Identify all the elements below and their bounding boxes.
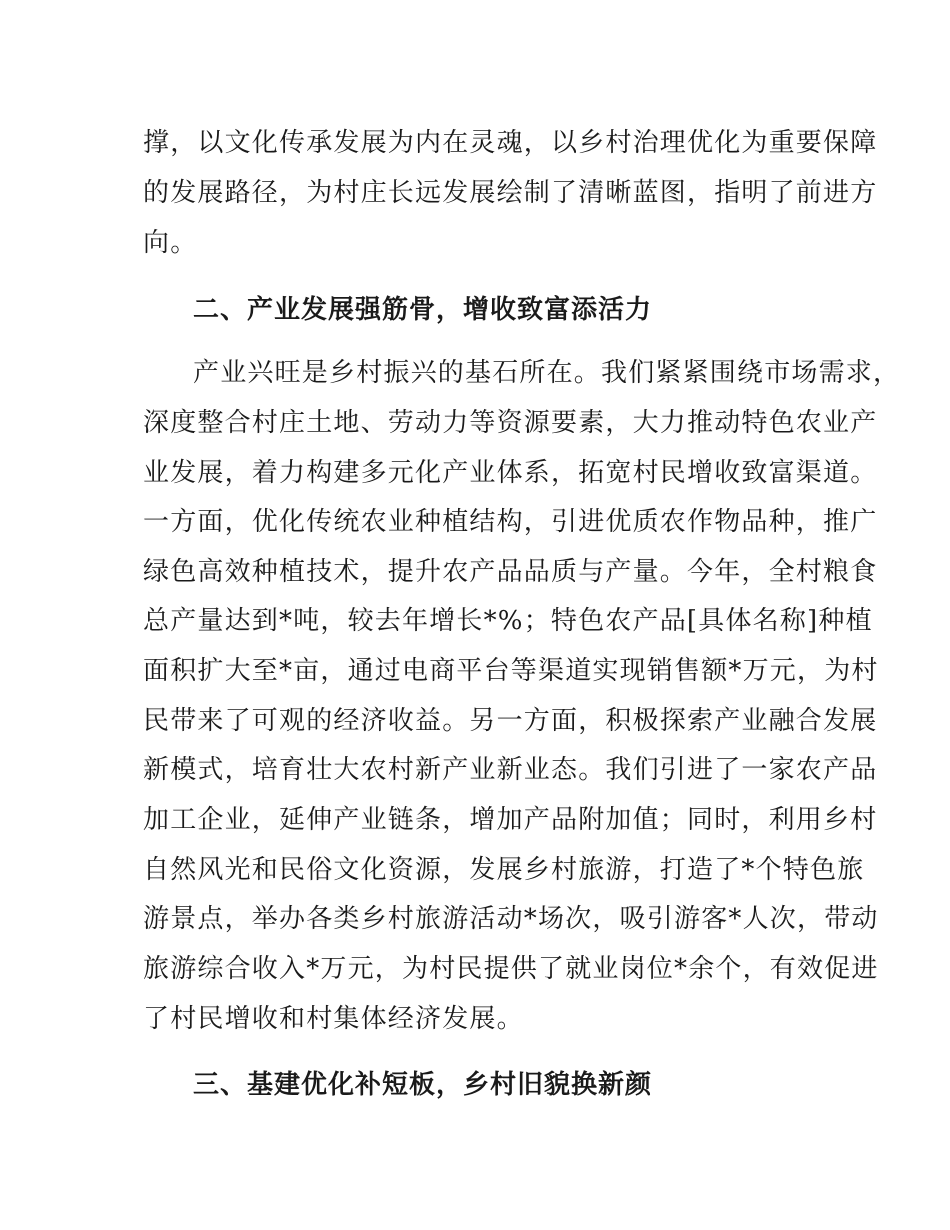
- para2-line-4: 一方面，优化传统农业种植结构，引进优质农作物品种，推广: [143, 507, 878, 537]
- section-heading-2: 二、产业发展强筋骨，增收致富添活力: [193, 295, 653, 325]
- para1-line-2: 的发展路径，为村庄长远发展绘制了清晰蓝图，指明了前进方: [143, 178, 878, 208]
- section-heading-3: 三、基建优化补短板，乡村旧貌换新颜: [193, 1070, 653, 1100]
- para2-line-8: 民带来了可观的经济收益。另一方面，积极探索产业融合发展: [143, 706, 878, 736]
- para2-line-14: 了村民增收和村集体经济发展。: [143, 1004, 524, 1034]
- para2-line-10: 加工企业，延伸产业链条，增加产品附加值；同时，利用乡村: [143, 805, 878, 835]
- para1-line-1: 撑，以文化传承发展为内在灵魂，以乡村治理优化为重要保障: [143, 128, 878, 158]
- para2-line-7: 面积扩大至*亩，通过电商平台等渠道实现销售额*万元，为村: [143, 656, 879, 686]
- para1-line-3: 向。: [143, 228, 198, 258]
- para2-line-5: 绿色高效种植技术，提升农产品品质与产量。今年，全村粮食: [143, 557, 878, 587]
- para2-line-9: 新模式，培育壮大农村新产业新业态。我们引进了一家农产品: [143, 755, 878, 785]
- para2-line-6: 总产量达到*吨，较去年增长*%；特色农产品[具体名称]种植: [143, 606, 873, 636]
- para2-line-3: 业发展，着力构建多元化产业体系，拓宽村民增收致富渠道。: [143, 458, 878, 488]
- para2-line-12: 游景点，举办各类乡村旅游活动*场次，吸引游客*人次，带动: [143, 904, 879, 934]
- para2-line-2: 深度整合村庄土地、劳动力等资源要素，大力推动特色农业产: [143, 408, 878, 438]
- para2-line-13: 旅游综合收入*万元，为村民提供了就业岗位*余个，有效促进: [143, 954, 879, 984]
- para2-line-1: 产业兴旺是乡村振兴的基石所在。我们紧紧围绕市场需求，: [193, 358, 901, 388]
- para2-line-11: 自然风光和民俗文化资源，发展乡村旅游，打造了*个特色旅: [143, 855, 865, 885]
